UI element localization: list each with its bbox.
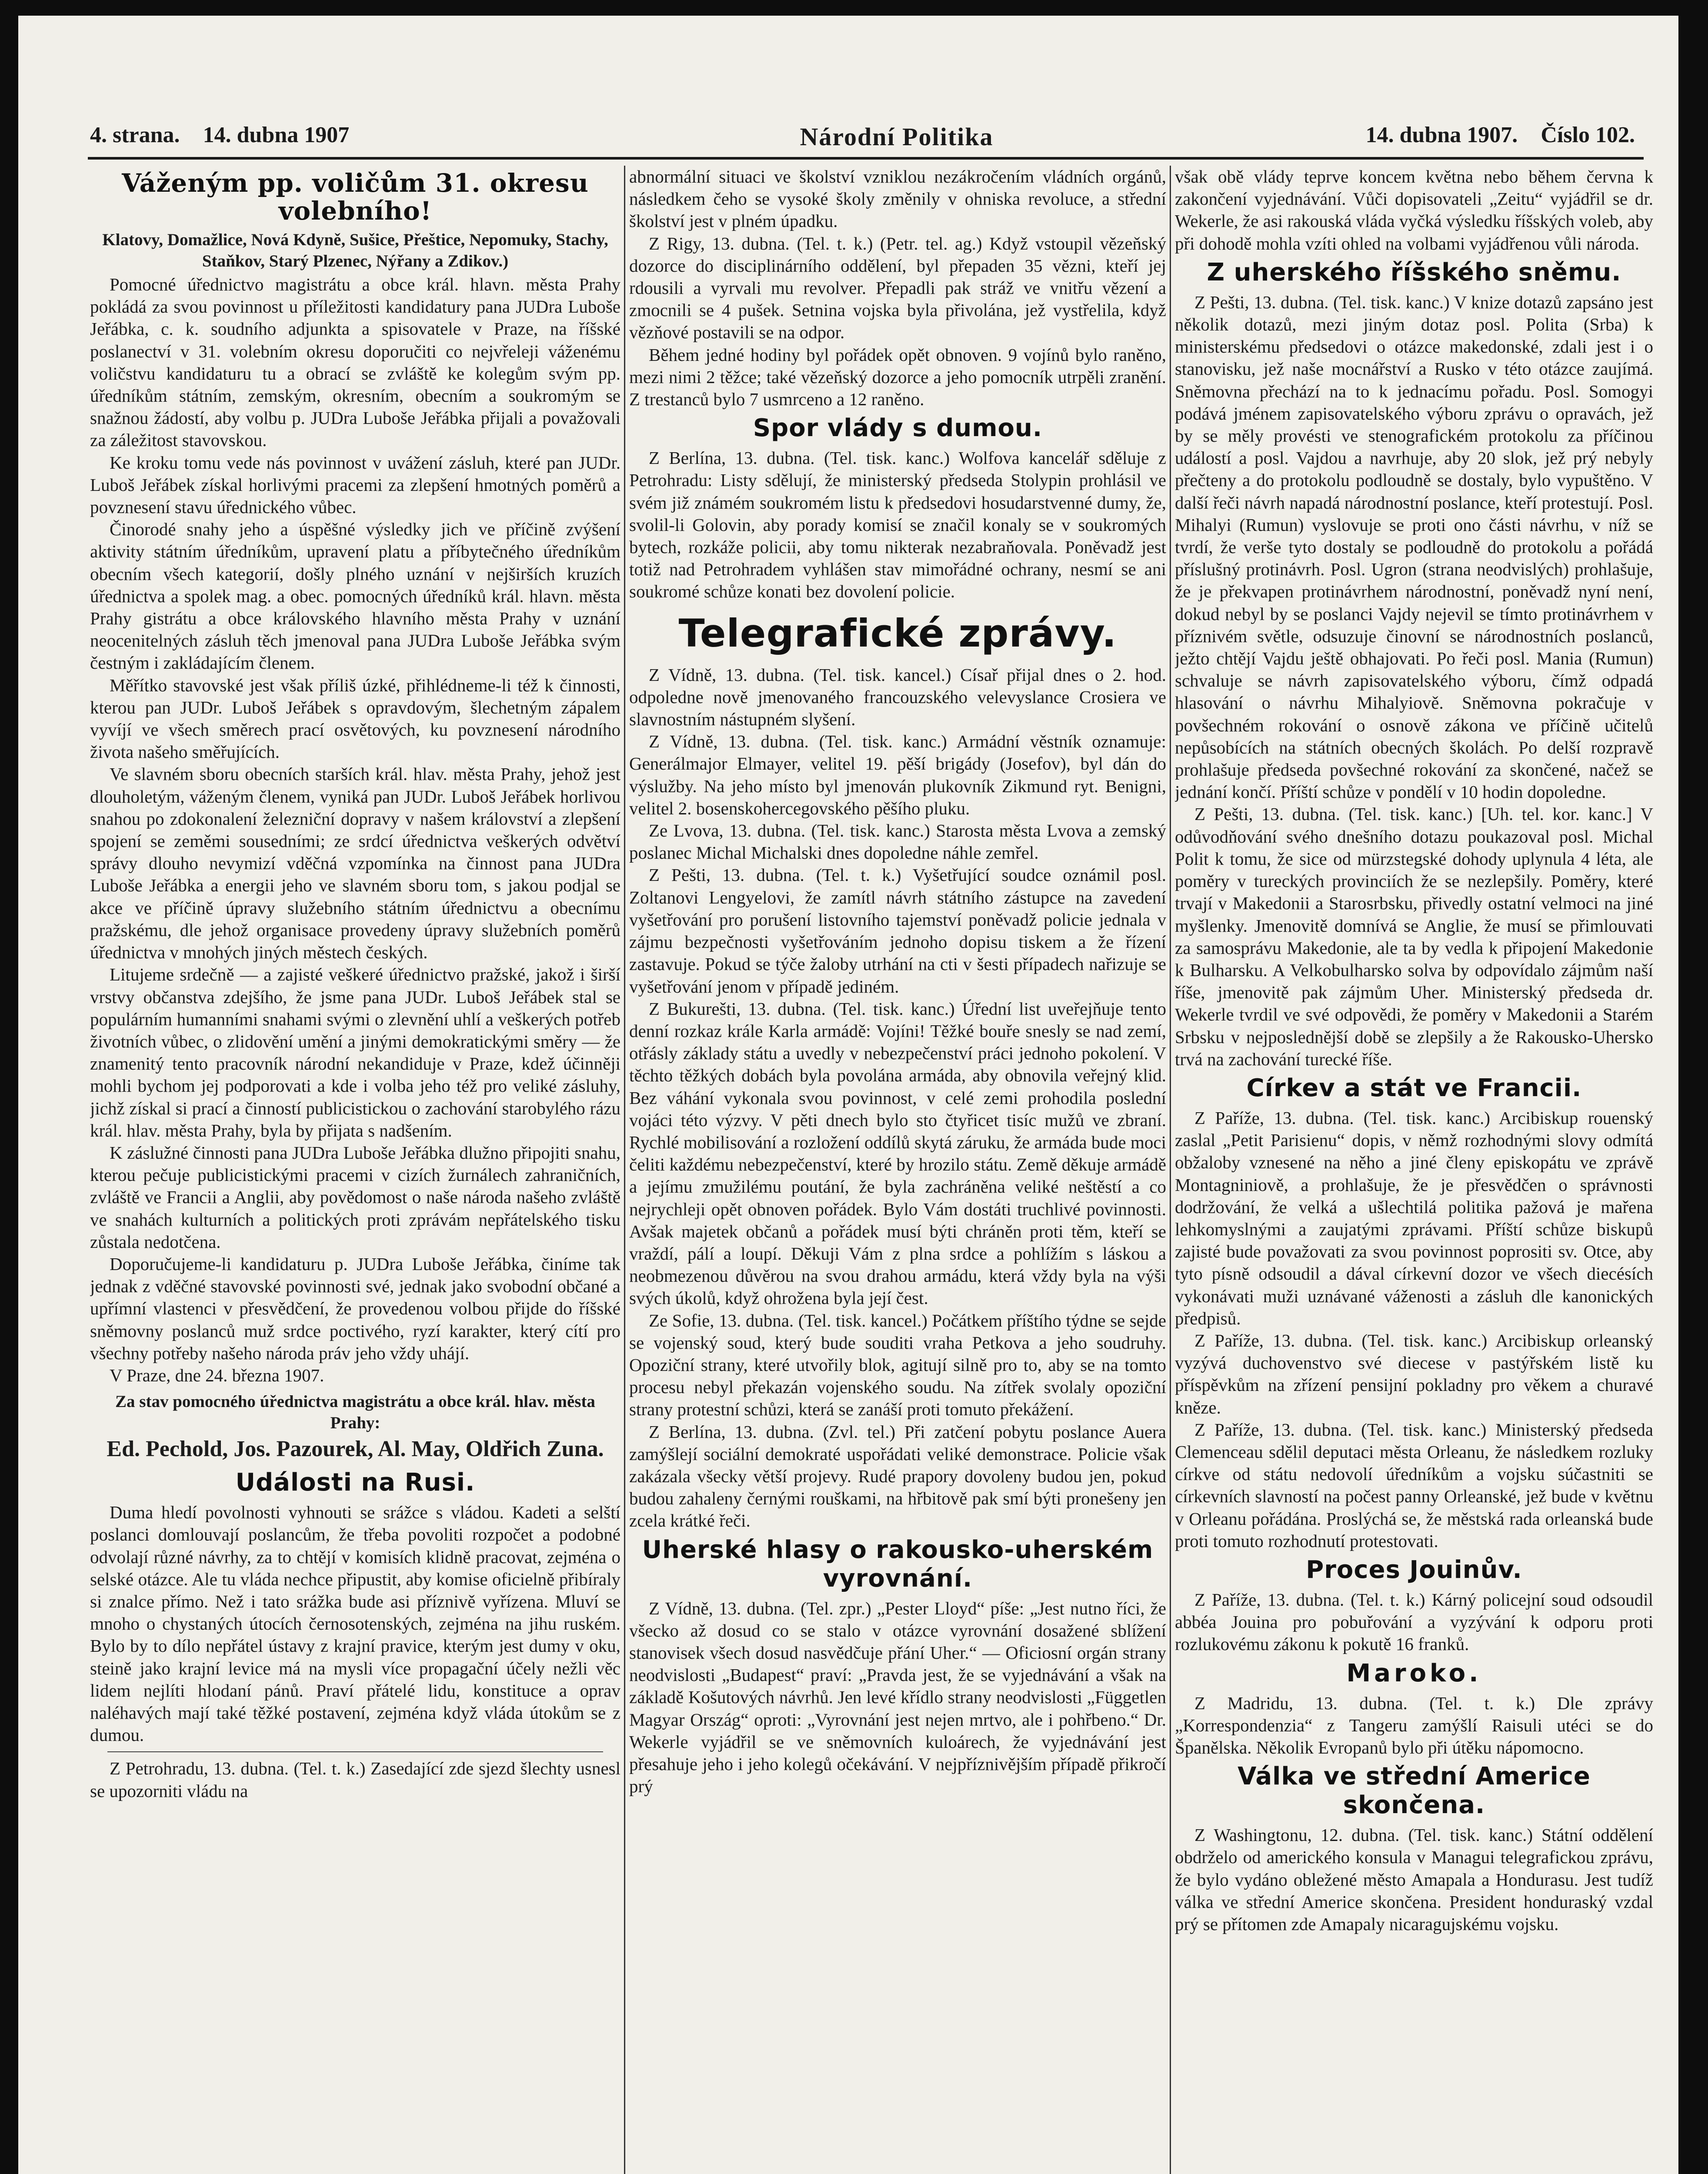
headline-voters: Váženým pp. voličům 31. okresu volebního! (122, 168, 589, 226)
newspaper-page (18, 16, 1678, 2174)
article-paragraph: Ke kroku tomu vede nás povinnost v uvážení zásluh, které pan JUDr. Luboš Jeřábek získal horlivými pracemi za zlepšení hmotných poměrů a povznesení stavu úřednického vůbec. (90, 452, 620, 517)
article-paragraph: však obě vlády teprve koncem května nebo během června k zakončení vyjednávání. Vůči dopisovateli „Zeitu“ vyjádřil se dr. Wekerle, že asi rakouská vláda vyčká výsledku říšských voleb, aby při dohodě mohla vzíti ohled na volbami vyjádřenou vůli národa. (1175, 167, 1653, 253)
headline-telegraph: Telegrafické zprávy. (678, 610, 1117, 656)
article-paragraph: Z Vídně, 13. dubna. (Tel. zpr.) „Pester Lloyd“ píše: „Jest nutno říci, že všecko až dosud co se stalo v otázce vyrovnání dosažené sblížení stanovisek všech dosud nasvědčuje přání Uher.“ — Oficiosní orgán strany neodvislosti „Budapest“ praví: „Pravda jest, že se vyjednávání a však na základě Košutových návrhů. Jen levé křídlo strany neodvislosti „Független Magyar Ország“ oproti: „Vyrovnání jest nejen mrtvo, ale i pohřbeno.“ Dr. Wekerle vyjádřil se ve sněmovních kuloárech, že vyjednávání jest přesahuje jeho i jeho kolegů očekávání. V nejpříznivějším případě přikročí prý (629, 1598, 1166, 1797)
article-paragraph: Z Berlína, 13. dubna. (Tel. tisk. kanc.) Wolfova kancelář sděluje z Petrohradu: Listy sdělují, že ministerský předseda Stolypin prohlásil ve svém již známém soukromém listu k předsedovi hosudarstvenné dumy, že, svolil-li Golovin, aby porady komisí se značil konaly se v soukromých bytech, rozkáže policii, aby tomu nikterak nezabraňovala. Poněvadž jest totiž nad Petrohradem vyhlášen stav mimořádné ochrany, nesmí se ani soukromé schůze konati bez dovolení policie. (629, 448, 1166, 602)
headline-central-america: Válka ve střední Americe skončena. (1238, 1762, 1591, 1820)
article-paragraph: Z Washingtonu, 12. dubna. (Tel. tisk. kanc.) Státní oddělení obdrželo od amerického konsula v Managui telegrafickou zprávu, že bylo vydáno obležené město Amapala a Hondurasu. Jest tudíž válka ve střední Americe skončena. President honduraský vzdal prý se přítomen zde Amapaly nicaragujskému vojsku. (1175, 1825, 1653, 1934)
article-paragraph: Činorodé snahy jeho a úspěšné výsledky jich ve příčině zvýšení aktivity státním úředníkům, upravení platu a příbytečného úředníkům obecním všech kategorií, došly plného uznání v nejširších kruzích úřednictva a spolek mag. a obec. pomocných úředníků král. hlavn. města Prahy gistrátu a obce královského hlavního města Prahy v uznání neocenitelných zásluh těch jmenoval pana JUDra Luboše Jeřábka svým čestným i zakládajícím členem. (90, 519, 620, 673)
article-paragraph: Z Paříže, 13. dubna. (Tel. t. k.) Kárný policejní soud odsoudil abbéa Jouina pro pobuřování a vyzývání k odporu proti rozlukovému zákonu k pokutě 16 franků. (1175, 1589, 1653, 1654)
article-paragraph: Z Pešti, 13. dubna. (Tel. tisk. kanc.) V knize dotazů zapsáno jest několik dotazů, mezi jiným dotaz posl. Polita (Srba) k ministerskému předsedovi o otázce makedonské, zdali jest i o stanovisku, jež naše mocnářství a Rusko v této otázce zaujímá. Sněmovna přechází na to k jednacímu pořadu. Posl. Somogyi podává jménem zapisovatelského výboru zprávu o opravách, jež by se měly provésti ve stenografickém protokolu za příčinou událostí a posl. Vajdou a navrhuje, aby 20 slok, jež prý nebyly přečteny a do protokolu podloudně se dostaly, bylo vypuštěno. V další řeči návrh napadá národnostní poslance, kteří protestují. Posl. Mihalyi (Rumun) vyslovuje se proti ono části návrhu, v níž se tvrdí, že verše tyto dostaly se podloudně do protokolu a pořádá příslušný protinávrh. Posl. Ugron (strana neodvislých) prohlašuje, že je překvapen protinávrhem národnostní, poněvadž nyní není, dokud nebyl by se poslanci Vajdy nejevil se tímto protinávrhem v příznivém světle, odsuzuje činovní se národnostních poslanců, ježto chtějí Vajdu ještě obhajovati. Po řeči posl. Mania (Rumun) schvaluje se návrh zapisovatelského výboru, čímž odpadá hlasování o návrhu Mihalyiově. Sněmovna pokračuje v povšechném rokování o osnově zákona ve příčině učitelů nepůsobících na státních obecných školách. Po delší rozpravě prohlašuje předseda povšechné rokování za skončené, načež se jednání končí. Příští schůze v pondělí v 10 hodin dopoledne. (1175, 292, 1653, 802)
article-paragraph: Z Pešti, 13. dubna. (Tel. t. k.) Vyšetřující soudce oznámil posl. Zoltanovi Lengyelovi, že zamítl návrh státního zástupce na zavedení vyšetřování pro porušení listovního tajemství poněvadž policie jednala v zájmu bezpečnosti vyšetřováním jednoho dopisu tiskem a že řízení zastavuje. Pokud se týče žaloby utrhání na cti v šesti případech nařizuje se vyšetřování jenom v případě jediném. (629, 865, 1166, 997)
article-paragraph: Z Pešti, 13. dubna. (Tel. tisk. kanc.) [Uh. tel. kor. kanc.] V odůvodňování svého dnešního dotazu poukazoval posl. Michal Polit k tomu, že sice od mürzstegské dohody uplynula 4 léta, ale poměry v tureckých provinciích že se nezlepšily. Poměry, které trvají v Makedonii a Starosrbsku, přivedly ostatní velmoci na jiné myšlenky. Jmenovitě domnívá se Anglie, že musí se přimlouvati za samosprávu Makedonie, ale ta by vedla k připojení Makedonie k Bulharsku. A Velkobulharsko solva by odpovídalo zájmům naší říše, jmenovitě pak zájmům Uher. Ministerský předseda dr. Wekerle tvrdil ve své odpovědi, že poměry v Makedonii a Starém Srbsku v nejposlednější době se zlepšily a že Rakousko-Uhersko trvá na zachování turecké říše. (1175, 804, 1653, 1069)
header-date: 14. dubna 1907 (203, 123, 350, 147)
header-left (90, 122, 349, 148)
article-paragraph: Z Rigy, 13. dubna. (Tel. t. k.) (Petr. tel. ag.) Když vstoupil vězeňský dozorce do disciplinárního oddělení, byl přepaden 35 vězni, kteří jej rdousili a vyrvali mu revolver. Přepadli pak stráž ve vnitřu vězení a zmocnili se 4 pušek. Setnina vojska byla přivolána, jež vystřelila, když vězňové postavili se na odpor. (629, 233, 1166, 343)
signature-names: Ed. Pechold, Jos. Pazourek, Al. May, Oldřich Zuna. (107, 1437, 604, 1462)
article-paragraph: Během jedné hodiny byl pořádek opět obnoven. 9 vojínů bylo raněno, mezi nimi 2 těžce; také vězeňský dozorce a jeho pomocník utrpěli zranění. Z trestanců bylo 7 usmrceno a 12 raněno. (629, 344, 1166, 410)
header-date-right: 14. dubna 1907. (1365, 123, 1518, 147)
article-paragraph: Z Paříže, 13. dubna. (Tel. tisk. kanc.) Arcibiskup rouenský zaslal „Petit Parisienu“ dopis, v němž rozhodnými slovy odmítá obžaloby vznesené na něho a jiné členy episkopátu ve zprávě Montagniniově, a prohlašuje, že je přesvědčen o správnosti dodržování, že velká a ušlechtilá politika pažová je mařena lehkomyslnými a zaujatými zprávami. Příští schůze biskupů zajisté bude považovati za svou povinnost poprositi sv. Otce, aby tyto písně odsoudil a dával církevní dozor ve všech diecésích vykonávati muži uznávané váženosti a zásluh dle kanonických předpisů. (1175, 1107, 1653, 1328)
page-header (18, 16, 1678, 161)
article-paragraph: Pomocné úřednictvo magistrátu a obce král. hlavn. města Prahy pokládá za svou povinnost u příležitosti kandidatury pana JUDra Luboše Jeřábka, c. k. soudního adjunkta a spisovatele v Praze, na říšské poslanectví v 31. volebním okresu doporučiti co nejvřeleji váženému voličstvu kandidaturu tu a obrací se zvláště ke kolegům svým pp. úředníkům státním, zemským, okresním, obecním a soukromým se snažnou žádostí, aby volbu p. JUDra Luboše Jeřábka přijali a považovali za záležitost stavovskou. (90, 274, 620, 450)
article-paragraph: Z Bukurešti, 13. dubna. (Tel. tisk. kanc.) Úřední list uveřejňuje tento denní rozkaz krále Karla armádě: Vojíni! Těžké bouře snesly se nad zemí, otřásly základy státu a uvedly v nebezpečenství práci jednoho pokolení. V těchto těžkých dobách byla povolána armáda, aby obnovila veřejný klid. Bez váhání vykonala svou povinnost, v celé zemi prohodila poslední vojáci této výzvy. V pěti dnech bylo sto čtyřicet tisíc mužů ve zbraní. Rychlé mobilisování a rozložení oddílů skytá záruku, že armáda bude moci čeliti každému nebezpečenství, které by hrozilo státu. Země děkuje armádě a jejímu zmužilému poutání, že byla zachráněna veliké neštěstí a co nejrychleji opět obnoven pořádek. Bylo Vám dostáti truchlivé povinnosti. Avšak majetek občanů a pořádek musí býti chráněn proti těm, kteří se vraždí, pálí a loupí. Děkuji Vám z plna srdce a pohlížím s láskou a neobmezenou důvěrou na svou drahou armádu, která vždy byla na výši svých úkolů, když ohrožena byla její čest. (629, 998, 1166, 1308)
article-paragraph: Z Paříže, 13. dubna. (Tel. tisk. kanc.) Arcibiskup orleanský vyzývá duchovenstvo své diecese v pastýřském listě ku příspěvkům na zřízení pensijní pokladny pro věkem a churavé kněze. (1175, 1330, 1653, 1417)
article-paragraph: Ze Sofie, 13. dubna. (Tel. tisk. kancel.) Počátkem příštího týdne se sejde se vojenský soud, který bude souditi vraha Petkova a jeho soudruhy. Opoziční strany, které utvořily blok, agitují silně pro to, aby se na tomto procesu nebyl překazán vojenského soudu. Na zítřek svolaly opoziční strany protestní schůzi, která se zanáší proti tomuto překážení. (629, 1310, 1166, 1420)
column-divider (1170, 166, 1171, 2174)
headline-russia: Události na Rusi. (235, 1468, 475, 1497)
article-paragraph: Z Petrohradu, 13. dubna. (Tel. t. k.) Zasedající zde sjezd šlechty usnesl se upozorniti vládu na (90, 1758, 620, 1801)
article-paragraph: abnormální situaci ve školství vzniklou nezákročením vládních orgánů, následkem čeho se vysoké školy změnily v ohniska revoluce, a střední školství jest v plném úpadku. (629, 167, 1166, 231)
article-paragraph: Z Berlína, 13. dubna. (Zvl. tel.) Při zatčení pobytu poslance Auera zamýšlejí sociální demokraté uspořádati veliké demonstrace. Policie však zakázala všecky větší projevy. Rudé prapory dovoleny budou jen, pokud budou zahaleny černými rouškami, na hřbitově pak smí býti pronešeny jen zcela krátké řeči. (629, 1421, 1166, 1531)
article-paragraph: Měřítko stavovské jest však příliš úzké, přihlédneme-li též k činnosti, kterou pan JUDr. Luboš Jeřábek s opravdovým, šlechetným zápalem vyvíjí ve všech směrech prací osvětových, ku povznesení národního života našeho směřujících. (90, 675, 620, 762)
column-3 (1175, 166, 1653, 2174)
section-rule (107, 1751, 603, 1752)
article-paragraph: Z Vídně, 13. dubna. (Tel. tisk. kancel.) Císař přijal dnes o 2. hod. odpoledne nově jmenovaného francouzského velevyslance Crosiera ve slavnostním nástupném slyšení. (629, 664, 1166, 730)
headline-jouin-trial: Proces Jouinův. (1306, 1555, 1522, 1584)
article-paragraph: Doporučujeme-li kandidaturu p. JUDra Luboše Jeřábka, činíme tak jednak z vděčné stavovské povinnosti své, jednak jako svobodní občané a upřímní vlastenci v přesvědčení, že provedenou volbou přijde do říšské sněmovny poslanců muž srdce poctivého, ryzí karakter, který cítí pro všechny potřeby našeho národa práv jeho vždy uhájí. (90, 1254, 620, 1363)
headline-morocco: Maroko. (1346, 1659, 1482, 1687)
column-2 (629, 166, 1166, 2174)
masthead-title: Národní Politika (800, 123, 994, 151)
headline-government-duma: Spor vlády s dumou. (753, 414, 1043, 443)
signature-note: Za stav pomocného úřednictva magistrátu a obce král. hlav. města Prahy: (115, 1392, 595, 1433)
article-paragraph: Z Madridu, 13. dubna. (Tel. t. k.) Dle zprávy „Korrespondenzia“ z Tangeru zamýšlí Raisuli utéci se do Španělska. Několik Evropanů bylo při útěku nápomocno. (1175, 1693, 1653, 1757)
article-paragraph: K záslužné činnosti pana JUDra Luboše Jeřábka dlužno připojiti snahu, kterou pečuje publicistickými pracemi v cizích žurnálech zahraničních, zvláště ve Francii a Anglii, aby povědomost o naše národa našeho zvláště ve snahách kulturních a politických proti zprávám nepřátelského tisku zůstala nedotčena. (90, 1142, 620, 1252)
article-paragraph: Ve slavném sboru obecních starších král. hlav. města Prahy, jehož jest dlouholetým, váženým členem, vyniká pan JUDr. Luboš Jeřábek horlivou snahou po zdokonalení železniční dopravy v našem království a zlepšení spojení se zeměmi sousedními; ze srdcí úřednictva veškerých odvětví správy dlouho nevymizí vděčná vzpomínka na činnost pana JUDra Luboše Jeřábka a energii jeho ve slavném sboru tom, s jakou podjal se akce ve příčině úpravy služebního státním úřednictvu a obecnímu pražskému, dle jehož organisace provedeny úpravy služebních poměrů úřednictva v mnohých jiných městech českých. (90, 764, 620, 963)
page-number: 4. strana. (90, 123, 180, 147)
article-paragraph: Z Vídně, 13. dubna. (Tel. tisk. kanc.) Armádní věstník oznamuje: Generálmajor Elmayer, velitel 19. pěší brigády (Josefov), byl dán do výslužby. Na jeho místo byl jmenován plukovník Zikmund ryt. Benigni, velitel 2. bosenskohercegovského pěšího pluku. (629, 731, 1166, 818)
dateline: V Praze, dne 24. března 1907. (110, 1365, 324, 1385)
article-paragraph: Ze Lvova, 13. dubna. (Tel. tisk. kanc.) Starosta města Lvova a zemský poslanec Michal Michalski dnes dopoledne náhle zemřel. (629, 820, 1166, 863)
headline-church-state: Církev a stát ve Francii. (1246, 1074, 1582, 1102)
column-1 (90, 166, 620, 2174)
headline-hungarian-voices: Uherské hlasy o rakousko-uherském vyrovnání. (642, 1535, 1154, 1593)
article-paragraph: Duma hledí povolnosti vyhnouti se srážce s vládou. Kadeti a selští poslanci domlouvají poslancům, že třeba povoliti rozpočet a podobné odvolají různé návrhy, za to chtějí v komisích klidně pracovat, zejména o selské otázce. Ale tu vláda nechce připustit, aby komise oficielně přibíraly si znalce přímo. Než i tato srážka bude asi příznivě vyřízena. Mluví se mnoho o chystaných útocích černosotenských, zejména na jihu ruském. Bylo by to dílo nepřátel ústavy z krajní pravice, kterým jest dumy v oku, steině jako krajní levice má na mysli více propagační účely nežli věc lidem nejlíti hlodaní pánů. Praví přátelé lidu, konstituce a oprav naléhavých mají také těžké postavení, zejména když vláda útokům se z dumou. (90, 1502, 620, 1745)
headline-hungarian-diet: Z uherského říšského sněmu. (1207, 258, 1621, 287)
issue-number: Číslo 102. (1541, 123, 1635, 147)
article-paragraph: Z Paříže, 13. dubna. (Tel. tisk. kanc.) Ministerský předseda Clemenceau sdělil deputaci města Orleanu, že následkem rozluky církve od státu nedovolí úředníkům a vojsku súčastniti se církevních slavností na počest panny Orleanské, jež bude v květnu v Orleanu pořádána. Proslýchá se, že městská rada orleanská bude proti tomuto rozhodnutí protestovati. (1175, 1419, 1653, 1551)
column-divider (624, 166, 625, 2174)
article-paragraph: Litujeme srdečně — a zajisté veškeré úřednictvo pražské, jakož i širší vrstvy občanstva zdejšího, že jsme pana JUDr. Luboš Jeřábek stal se populárním humanními snahami svými o zlevnění uhlí a veškerých potřeb životních vůbec, o zlidovění umění a jinými demokratickými směry — že znamenitý tento pracovník národní nekandiduje v Praze, kdež účinněji mohli bychom jej podporovati a kde i volba jeho též pro veliké zásluhy, jichž získal si prací a činností publicistickou o zachování starobylého rázu král. hlav. města Prahy, byla by přijata s nadšením. (90, 964, 620, 1140)
header-right (1366, 122, 1635, 148)
district-list: Klatovy, Domažlice, Nová Kdyně, Sušice, Přeštice, Nepomuky, Stachy, Staňkov, Starý Plzenec, Nýřany a Zdikov.) (102, 230, 608, 270)
header-rule (88, 157, 1644, 160)
